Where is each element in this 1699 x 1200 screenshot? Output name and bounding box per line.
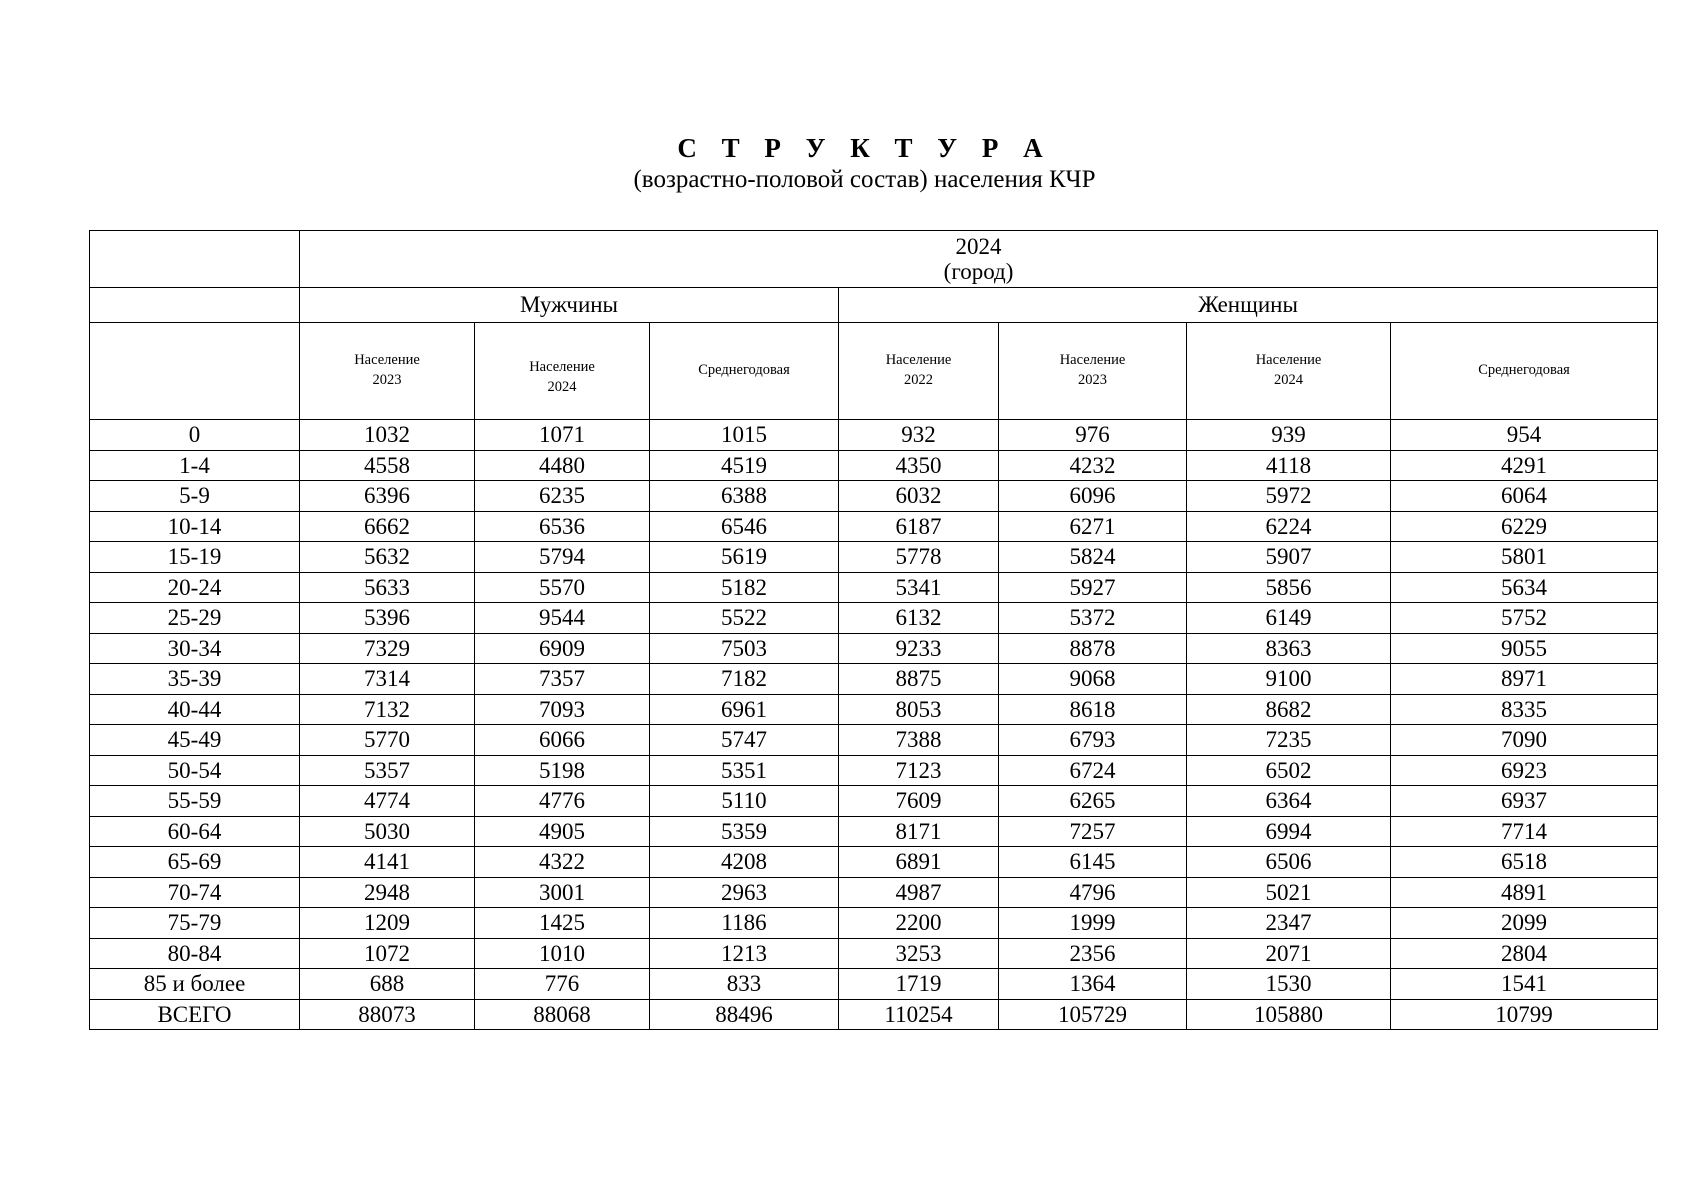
age-group-cell: 40-44 <box>90 694 300 725</box>
value-cell: 7714 <box>1391 816 1658 847</box>
value-cell: 8878 <box>999 633 1187 664</box>
value-cell: 1010 <box>475 938 650 969</box>
value-cell: 105880 <box>1187 999 1391 1030</box>
table-row <box>90 511 1658 542</box>
value-cell: 5110 <box>650 786 839 817</box>
value-cell: 8875 <box>839 664 999 695</box>
value-cell: 5372 <box>999 603 1187 634</box>
value-cell: 7257 <box>999 816 1187 847</box>
value-cell: 1032 <box>300 420 475 451</box>
value-cell: 7235 <box>1187 725 1391 756</box>
value-cell: 1999 <box>999 908 1187 939</box>
value-cell: 5021 <box>1187 877 1391 908</box>
col-header-label: Среднегодовая <box>1478 362 1570 379</box>
value-cell: 6271 <box>999 511 1187 542</box>
age-group-cell: 50-54 <box>90 755 300 786</box>
document-subtitle: (возрастно-половой состав) населения КЧР <box>633 166 1096 193</box>
value-cell: 1071 <box>475 420 650 451</box>
value-cell: 8335 <box>1391 694 1658 725</box>
value-cell: 7314 <box>300 664 475 695</box>
value-cell: 2347 <box>1187 908 1391 939</box>
header-row-sex <box>90 288 1658 323</box>
table-row <box>90 420 1658 451</box>
document-title: С Т Р У К Т У Р А <box>677 133 1052 163</box>
table-row <box>90 908 1658 939</box>
value-cell: 7093 <box>475 694 650 725</box>
value-cell: 1425 <box>475 908 650 939</box>
value-cell: 5619 <box>650 542 839 573</box>
value-cell: 4905 <box>475 816 650 847</box>
value-cell: 6994 <box>1187 816 1391 847</box>
value-cell: 6937 <box>1391 786 1658 817</box>
value-cell: 9100 <box>1187 664 1391 695</box>
value-cell: 7388 <box>839 725 999 756</box>
value-cell: 8682 <box>1187 694 1391 725</box>
age-group-cell: 1-4 <box>90 450 300 481</box>
value-cell: 2071 <box>1187 938 1391 969</box>
value-cell: 5801 <box>1391 542 1658 573</box>
value-cell: 6662 <box>300 511 475 542</box>
value-cell: 6388 <box>650 481 839 512</box>
value-cell: 5359 <box>650 816 839 847</box>
table-row <box>90 877 1658 908</box>
value-cell: 7329 <box>300 633 475 664</box>
table-row <box>90 999 1658 1030</box>
value-cell: 6064 <box>1391 481 1658 512</box>
blank-cell <box>90 288 300 323</box>
value-cell: 88068 <box>475 999 650 1030</box>
value-cell: 2200 <box>839 908 999 939</box>
value-cell: 6149 <box>1187 603 1391 634</box>
table-row <box>90 847 1658 878</box>
col-header-label: Население <box>1059 352 1126 369</box>
value-cell: 688 <box>300 969 475 1000</box>
value-cell: 7132 <box>300 694 475 725</box>
value-cell: 4322 <box>475 847 650 878</box>
age-group-cell: 80-84 <box>90 938 300 969</box>
value-cell: 4291 <box>1391 450 1658 481</box>
table-row <box>90 938 1658 969</box>
value-cell: 1015 <box>650 420 839 451</box>
value-cell: 1186 <box>650 908 839 939</box>
value-cell: 88073 <box>300 999 475 1030</box>
value-cell: 2963 <box>650 877 839 908</box>
value-cell: 6132 <box>839 603 999 634</box>
value-cell: 5794 <box>475 542 650 573</box>
col-header-women-population-2023 <box>999 323 1187 420</box>
area-label: (город) <box>943 259 1014 284</box>
age-group-cell: 35-39 <box>90 664 300 695</box>
value-cell: 6145 <box>999 847 1187 878</box>
value-cell: 4208 <box>650 847 839 878</box>
table-row <box>90 481 1658 512</box>
value-cell: 1213 <box>650 938 839 969</box>
table-row <box>90 755 1658 786</box>
table-row <box>90 694 1658 725</box>
value-cell: 8971 <box>1391 664 1658 695</box>
value-cell: 4891 <box>1391 877 1658 908</box>
value-cell: 6502 <box>1187 755 1391 786</box>
value-cell: 5182 <box>650 572 839 603</box>
table-row <box>90 664 1658 695</box>
value-cell: 7182 <box>650 664 839 695</box>
value-cell: 5634 <box>1391 572 1658 603</box>
table-row <box>90 633 1658 664</box>
value-cell: 8363 <box>1187 633 1391 664</box>
age-group-cell: 10-14 <box>90 511 300 542</box>
value-cell: 9544 <box>475 603 650 634</box>
value-cell: 7609 <box>839 786 999 817</box>
value-cell: 833 <box>650 969 839 1000</box>
value-cell: 6229 <box>1391 511 1658 542</box>
value-cell: 5396 <box>300 603 475 634</box>
value-cell: 4519 <box>650 450 839 481</box>
table-row <box>90 450 1658 481</box>
value-cell: 1541 <box>1391 969 1658 1000</box>
table-row <box>90 603 1658 634</box>
value-cell: 6187 <box>839 511 999 542</box>
value-cell: 4558 <box>300 450 475 481</box>
age-group-cell: ВСЕГО <box>90 999 300 1030</box>
col-header-label: Население <box>354 352 420 369</box>
value-cell: 2099 <box>1391 908 1658 939</box>
age-group-cell: 65-69 <box>90 847 300 878</box>
col-header-men-population-2024 <box>475 323 650 420</box>
value-cell: 6536 <box>475 511 650 542</box>
value-cell: 4350 <box>839 450 999 481</box>
value-cell: 5570 <box>475 572 650 603</box>
col-header-women-population-2022 <box>839 323 999 420</box>
value-cell: 5907 <box>1187 542 1391 573</box>
value-cell: 105729 <box>999 999 1187 1030</box>
age-group-cell: 70-74 <box>90 877 300 908</box>
value-cell: 4774 <box>300 786 475 817</box>
value-cell: 976 <box>999 420 1187 451</box>
col-header-year: 2024 <box>1274 372 1303 388</box>
table-row <box>90 816 1658 847</box>
age-group-cell: 45-49 <box>90 725 300 756</box>
value-cell: 7503 <box>650 633 839 664</box>
value-cell: 6518 <box>1391 847 1658 878</box>
value-cell: 9068 <box>999 664 1187 695</box>
value-cell: 2804 <box>1391 938 1658 969</box>
value-cell: 6793 <box>999 725 1187 756</box>
age-group-cell: 55-59 <box>90 786 300 817</box>
age-group-cell: 15-19 <box>90 542 300 573</box>
value-cell: 7357 <box>475 664 650 695</box>
value-cell: 954 <box>1391 420 1658 451</box>
value-cell: 10799 <box>1391 999 1658 1030</box>
value-cell: 9233 <box>839 633 999 664</box>
value-cell: 6923 <box>1391 755 1658 786</box>
men-header: Мужчины <box>300 288 839 323</box>
value-cell: 5972 <box>1187 481 1391 512</box>
value-cell: 6032 <box>839 481 999 512</box>
age-group-cell: 5-9 <box>90 481 300 512</box>
value-cell: 5778 <box>839 542 999 573</box>
value-cell: 6396 <box>300 481 475 512</box>
value-cell: 9055 <box>1391 633 1658 664</box>
value-cell: 5927 <box>999 572 1187 603</box>
value-cell: 5752 <box>1391 603 1658 634</box>
value-cell: 1530 <box>1187 969 1391 1000</box>
col-header-label: Население <box>885 352 952 369</box>
table-row <box>90 725 1658 756</box>
value-cell: 2948 <box>300 877 475 908</box>
col-header-year: 2023 <box>1078 372 1107 388</box>
value-cell: 8171 <box>839 816 999 847</box>
value-cell: 5633 <box>300 572 475 603</box>
value-cell: 88496 <box>650 999 839 1030</box>
value-cell: 6235 <box>475 481 650 512</box>
age-group-cell: 0 <box>90 420 300 451</box>
age-group-cell: 60-64 <box>90 816 300 847</box>
value-cell: 4118 <box>1187 450 1391 481</box>
value-cell: 5856 <box>1187 572 1391 603</box>
value-cell: 5522 <box>650 603 839 634</box>
population-structure-table <box>89 230 1658 1030</box>
value-cell: 6909 <box>475 633 650 664</box>
women-header: Женщины <box>839 288 1658 323</box>
value-cell: 4796 <box>999 877 1187 908</box>
value-cell: 6546 <box>650 511 839 542</box>
value-cell: 8618 <box>999 694 1187 725</box>
header-row-columns <box>90 323 1658 420</box>
value-cell: 4776 <box>475 786 650 817</box>
value-cell: 4987 <box>839 877 999 908</box>
age-group-cell: 85 и более <box>90 969 300 1000</box>
col-header-women-annual-average <box>1391 323 1658 420</box>
col-header-women-population-2024 <box>1187 323 1391 420</box>
value-cell: 5770 <box>300 725 475 756</box>
value-cell: 1209 <box>300 908 475 939</box>
blank-cell <box>90 323 300 420</box>
value-cell: 3001 <box>475 877 650 908</box>
col-header-label: Население <box>529 359 595 376</box>
value-cell: 4480 <box>475 450 650 481</box>
value-cell: 932 <box>839 420 999 451</box>
value-cell: 939 <box>1187 420 1391 451</box>
value-cell: 110254 <box>839 999 999 1030</box>
year-header <box>300 231 1658 288</box>
value-cell: 5824 <box>999 542 1187 573</box>
header-row-year <box>90 231 1658 288</box>
value-cell: 6724 <box>999 755 1187 786</box>
table-row <box>90 572 1658 603</box>
table-row <box>90 542 1658 573</box>
table-row <box>90 969 1658 1000</box>
value-cell: 5341 <box>839 572 999 603</box>
value-cell: 6364 <box>1187 786 1391 817</box>
col-header-label: Население <box>1255 352 1322 369</box>
col-header-year: 2024 <box>547 379 577 395</box>
value-cell: 4141 <box>300 847 475 878</box>
age-group-cell: 25-29 <box>90 603 300 634</box>
value-cell: 6224 <box>1187 511 1391 542</box>
col-header-men-population-2023 <box>300 323 475 420</box>
value-cell: 3253 <box>839 938 999 969</box>
age-group-cell: 75-79 <box>90 908 300 939</box>
col-header-year: 2022 <box>904 372 933 388</box>
col-header-men-annual-average <box>650 323 839 420</box>
value-cell: 4232 <box>999 450 1187 481</box>
value-cell: 6961 <box>650 694 839 725</box>
value-cell: 5747 <box>650 725 839 756</box>
value-cell: 1072 <box>300 938 475 969</box>
value-cell: 5030 <box>300 816 475 847</box>
col-header-year: 2023 <box>372 372 402 388</box>
value-cell: 6891 <box>839 847 999 878</box>
value-cell: 7090 <box>1391 725 1658 756</box>
value-cell: 5198 <box>475 755 650 786</box>
value-cell: 776 <box>475 969 650 1000</box>
value-cell: 5357 <box>300 755 475 786</box>
value-cell: 5632 <box>300 542 475 573</box>
age-group-cell: 20-24 <box>90 572 300 603</box>
corner-cell <box>90 231 300 288</box>
value-cell: 7123 <box>839 755 999 786</box>
age-group-cell: 30-34 <box>90 633 300 664</box>
value-cell: 2356 <box>999 938 1187 969</box>
col-header-label: Среднегодовая <box>698 362 790 379</box>
value-cell: 6265 <box>999 786 1187 817</box>
value-cell: 1364 <box>999 969 1187 1000</box>
value-cell: 1719 <box>839 969 999 1000</box>
table-row <box>90 786 1658 817</box>
value-cell: 6066 <box>475 725 650 756</box>
value-cell: 8053 <box>839 694 999 725</box>
value-cell: 6506 <box>1187 847 1391 878</box>
value-cell: 6096 <box>999 481 1187 512</box>
year-label: 2024 <box>955 233 1002 259</box>
value-cell: 5351 <box>650 755 839 786</box>
